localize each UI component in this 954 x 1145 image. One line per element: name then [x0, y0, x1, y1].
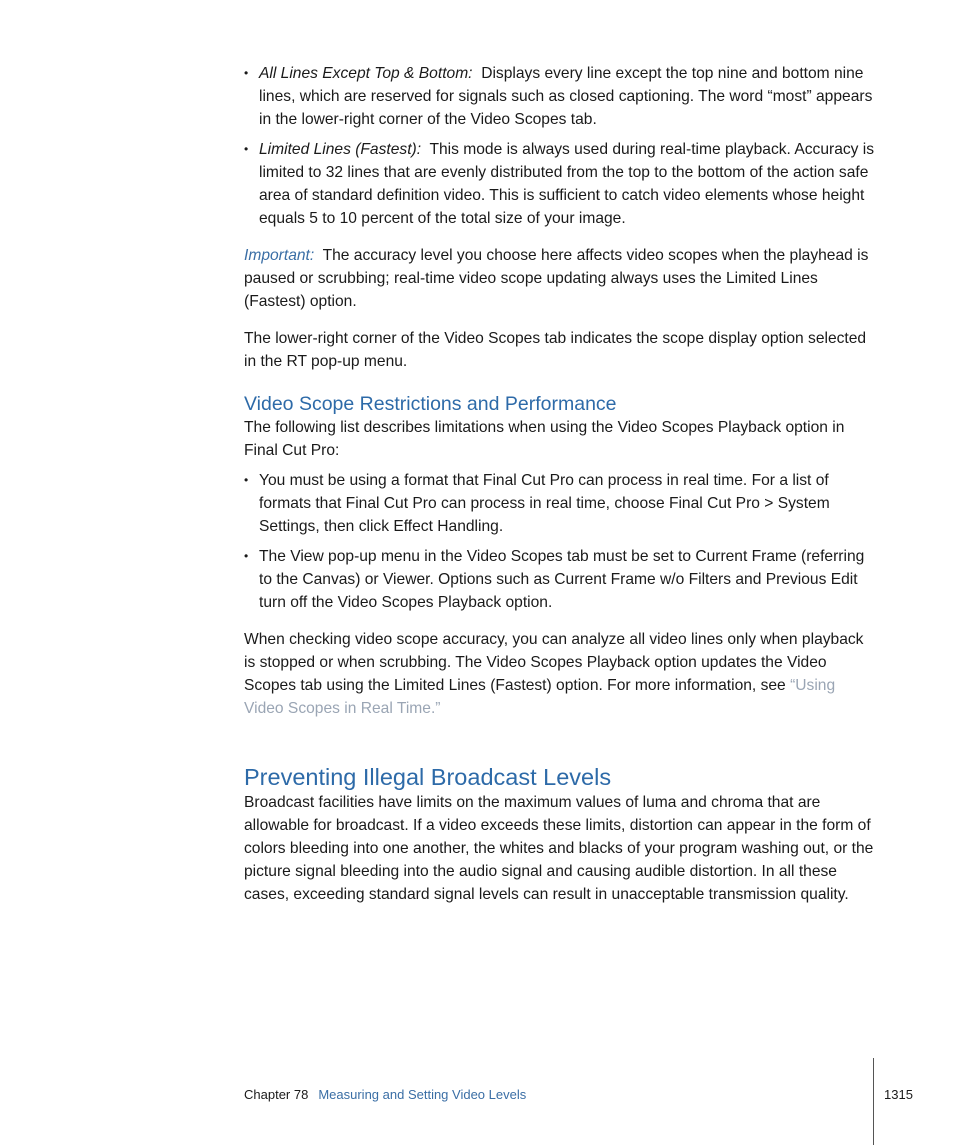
- list-item: [244, 138, 876, 230]
- option-description: Displays every line except the top nine and bottom nine lines, which are reserved for signals such as closed captioning. The word “most” appears in the lower-right corner of the Video Scopes tab.: [259, 65, 873, 128]
- accuracy-options-list: [244, 62, 876, 230]
- option-term: Limited Lines (Fastest):: [259, 141, 422, 158]
- body-paragraph: Broadcast facilities have limits on the maximum values of luma and chroma that are allowable for broadcast. If a video exceeds these limits, distortion can appear in the form of colors bleeding into one another, the whites and blacks of your program washing out, or the picture signal bleeding into the audio signal and causing audible distortion. In all these cases, exceeding standard signal levels can result in unacceptable transmission quality.: [244, 794, 874, 903]
- important-note: [244, 244, 876, 313]
- footer-chapter: [244, 1086, 526, 1104]
- option-description: This mode is always used during real-time playback. Accuracy is limited to 32 lines that are evenly distributed from the top to the bottom of the action safe area of standard definition video. This is sufficient to catch video elements whose height equals 5 to 10 percent of the total size of your image.: [259, 141, 875, 227]
- subsection-heading: Video Scope Restrictions and Performance: [244, 393, 617, 415]
- list-item: • You must be using a format that Final Cut Pro can process in real time. For a list of formats that Final Cut Pro can process in real time, choose Final Cut Pro > System Settings, then click Effect Handling.: [244, 469, 876, 538]
- body-paragraph: The following list describes limitations when using the Video Scopes Playback option in Final Cut Pro:: [244, 419, 845, 459]
- option-term: All Lines Except Top & Bottom:: [259, 65, 473, 82]
- section-heading: Preventing Illegal Broadcast Levels: [244, 764, 612, 790]
- restrictions-list: [244, 469, 876, 614]
- list-item: [244, 62, 876, 131]
- page-content: [244, 62, 876, 906]
- list-item: • The View pop-up menu in the Video Scopes tab must be set to Current Frame (referring to the Canvas) or Viewer. Options such as Current Frame w/o Filters and Previous Edit turn off the Video Scopes Playback option.: [244, 545, 876, 614]
- page-number: 1315: [884, 1087, 913, 1102]
- body-paragraph: [244, 628, 876, 720]
- body-paragraph: The lower-right corner of the Video Scopes tab indicates the scope display option selected in the RT pop-up menu.: [244, 330, 867, 370]
- chapter-label: Chapter 78: [244, 1087, 309, 1102]
- cross-reference-link[interactable]: “Using Video Scopes in Real Time.”: [244, 677, 836, 717]
- closing-text: When checking video scope accuracy, you can analyze all video lines only when playback is stopped or when scrubbing. The Video Scopes Playback option updates the Video Scopes tab using the Limited Lines (Fastest) option. For more information, see: [244, 631, 864, 694]
- important-label: Important:: [244, 247, 315, 264]
- footer-divider: [873, 1058, 874, 1145]
- chapter-title: Measuring and Setting Video Levels: [318, 1087, 527, 1102]
- important-text: The accuracy level you choose here affects video scopes when the playhead is paused or scrubbing; real-time video scope updating always uses the Limited Lines (Fastest) option.: [244, 247, 869, 310]
